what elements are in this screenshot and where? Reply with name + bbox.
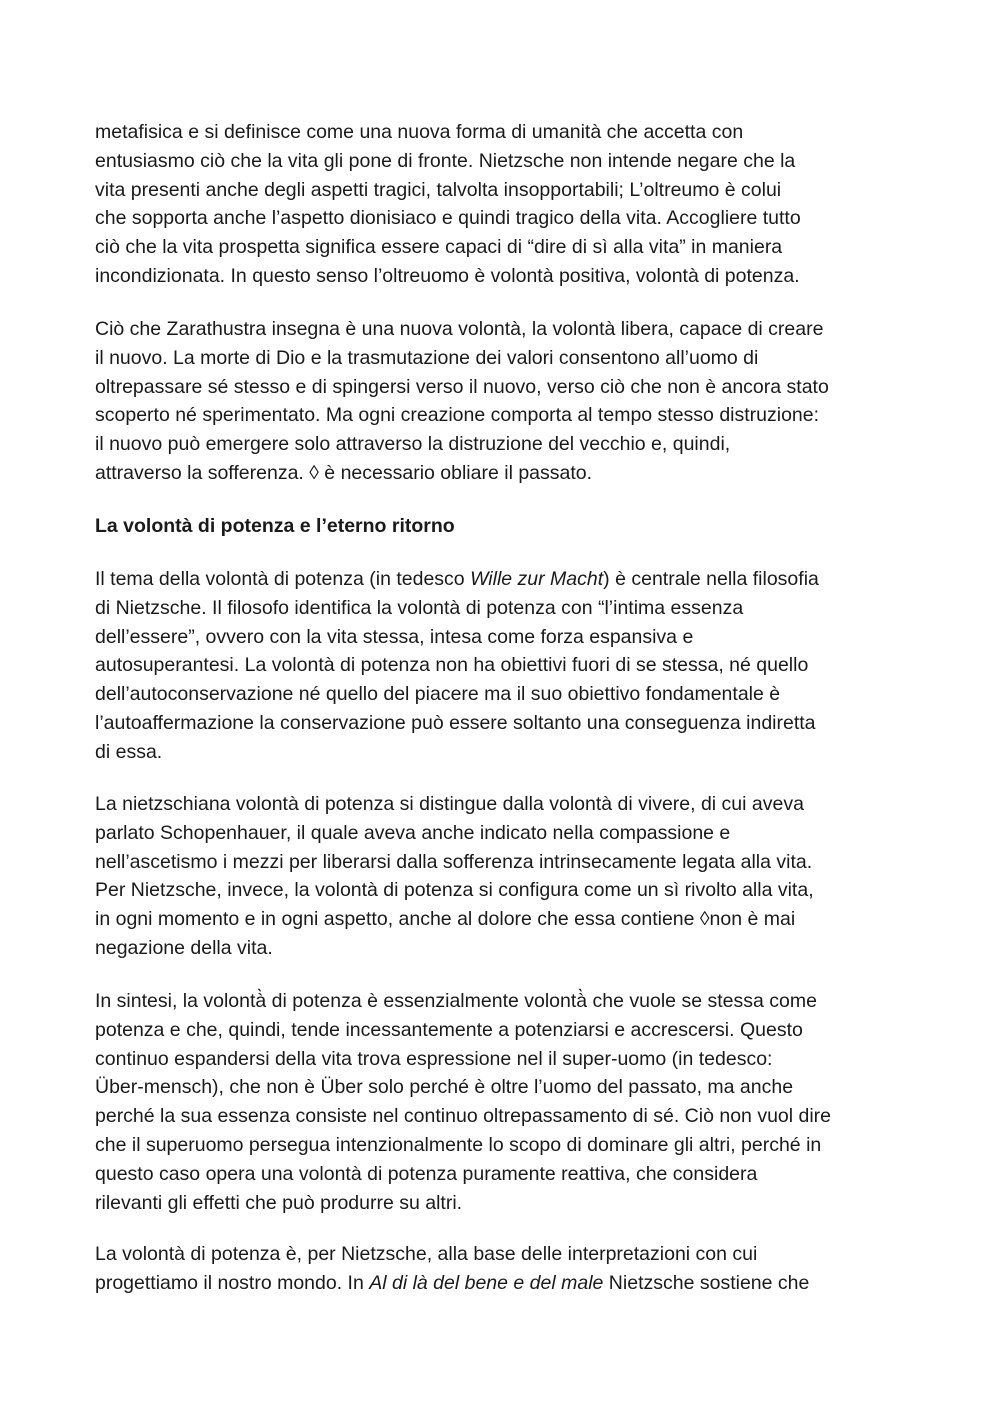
text-line: che il superuomo persegua intenzionalmente lo scopo di dominare gli altri, perché in (95, 1133, 822, 1156)
paragraph-3 (95, 565, 925, 767)
text-line: perché la sua essenza consiste nel continuo oltrepassamento di sé. Ciò non vuol dire (95, 1105, 832, 1128)
text-line: continuo espandersi della vita trova espressione nel il super-uomo (in tedesco: (95, 1047, 773, 1070)
text-line: Per Nietzsche, invece, la volontà di potenza si configura come un sì rivolto alla vita, (95, 879, 814, 902)
text-line: rilevanti gli effetti che può produrre su altri. (95, 1191, 463, 1214)
text-line (95, 1269, 925, 1298)
paragraph-6 (95, 1240, 925, 1298)
text-line: dell’autoconservazione né quello del piacere ma il suo obiettivo fondamentale è (95, 683, 781, 706)
text-line: in ogni momento e in ogni aspetto, anche al dolore che essa contiene ◊non è mai (95, 908, 796, 931)
text-line: vita presenti anche degli aspetti tragici, talvolta insopportabili; L’oltreumo è colui (95, 178, 782, 201)
text-line: ciò che la vita prospetta significa essere capaci di “dire di sì alla vita” in maniera (95, 236, 783, 259)
text-line: il nuovo. La morte di Dio e la trasmutazione dei valori consentono all’uomo di (95, 346, 759, 369)
text-line: negazione della vita. (95, 936, 273, 959)
text-line: Über-mensch), che non è Über solo perché è oltre l’uomo del passato, ma anche (95, 1076, 794, 1099)
text-line: oltrepassare sé stesso e di spingersi verso il nuovo, verso ciò che non è ancora stato (95, 375, 829, 398)
italic-title: Al di là del bene e del male (369, 1271, 604, 1294)
text-line: metafisica e si definisce come una nuova forma di umanità che accetta con (95, 121, 744, 143)
text-run: progettiamo il nostro mondo. In (95, 1271, 370, 1294)
paragraph-5 (95, 987, 925, 1217)
text-run: ) è centrale nella filosofia (603, 568, 819, 590)
text-line: potenza e che, quindi, tende incessantemente a potenziarsi e accrescersi. Questo (95, 1018, 803, 1041)
paragraph-4 (95, 790, 925, 963)
text-line: attraverso la sofferenza. ◊ è necessario obliare il passato. (95, 461, 593, 484)
text-line: dell’essere”, ovvero con la vita stessa, intesa come forza espansiva e (95, 625, 694, 648)
text-line: di Nietzsche. Il filosofo identifica la volontà di potenza con “l’intima essenza (95, 596, 744, 619)
text-line: Ciò che Zarathustra insegna è una nuova volontà, la volontà libera, capace di creare (95, 318, 824, 340)
text-run: Il tema della volontà di potenza (in tedesco (95, 568, 471, 590)
text-line: nell’ascetismo i mezzi per liberarsi dalla sofferenza intrinsecamente legata alla vita. (95, 850, 813, 873)
text-run: Nietzsche sostiene che (603, 1271, 810, 1294)
text-line: La nietzschiana volontà di potenza si distingue dalla volontà di vivere, di cui aveva (95, 793, 804, 815)
text-line: questo caso opera una volontà di potenza puramente reattiva, che considera (95, 1162, 758, 1185)
section-heading: La volontà di potenza e l’eterno ritorno (95, 515, 455, 537)
paragraph-1 (95, 118, 925, 291)
text-line: parlato Schopenhauer, il quale aveva anche indicato nella compassione e (95, 821, 731, 844)
text-line: incondizionata. In questo senso l’oltreuomo è volontà positiva, volontà di potenza. (95, 264, 800, 287)
text-line: che sopporta anche l’aspetto dionisiaco e quindi tragico della vita. Accogliere tutto (95, 207, 801, 230)
text-line: In sintesi, la volontà̀ di potenza è essenzialmente volontà̀ che vuole se stessa come (95, 990, 817, 1012)
text-line (95, 565, 925, 594)
text-line: entusiasmo ciò che la vita gli pone di fronte. Nietzsche non intende negare che la (95, 149, 796, 172)
text-line: l’autoaffermazione la conservazione può essere soltanto una conseguenza indiretta (95, 711, 816, 734)
text-line: il nuovo può emergere solo attraverso la distruzione del vecchio e, quindi, (95, 433, 731, 456)
italic-title: Wille zur Macht (470, 568, 604, 590)
text-line: La volontà di potenza è, per Nietzsche, alla base delle interpretazioni con cui (95, 1243, 758, 1265)
text-line: di essa. (95, 740, 163, 763)
paragraph-2 (95, 315, 925, 488)
text-line: autosuperantesi. La volontà di potenza non ha obiettivi fuori di se stessa, né quello (95, 654, 809, 677)
text-line: scoperto né sperimentato. Ma ogni creazione comporta al tempo stesso distruzione: (95, 404, 820, 427)
